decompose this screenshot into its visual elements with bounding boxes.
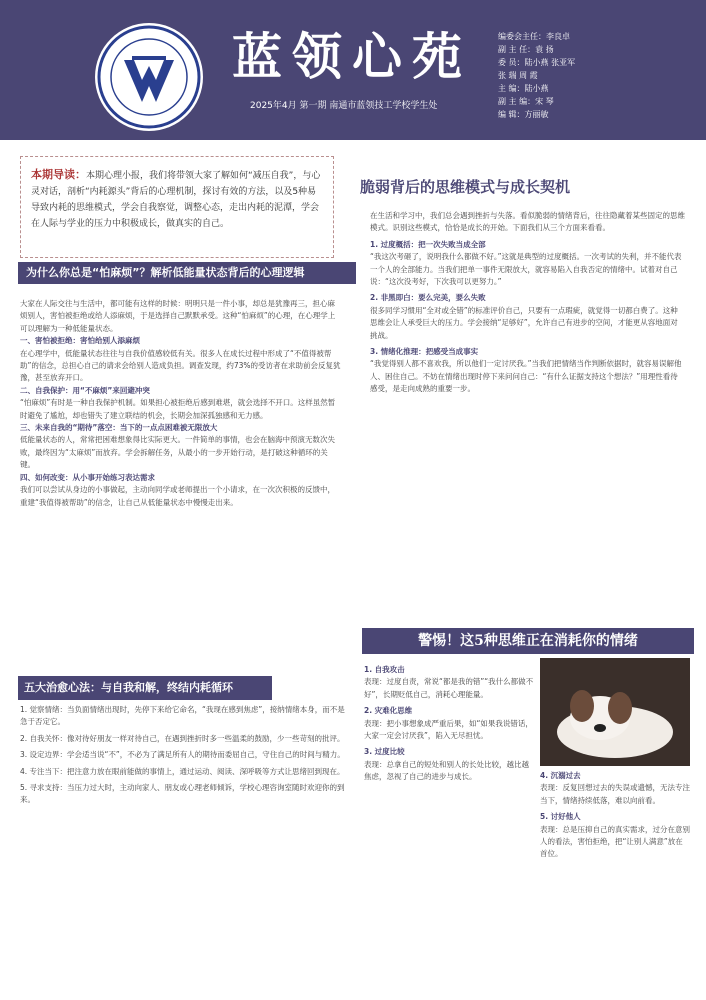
subheading: 1. 过度概括：把一次失败当成全部 bbox=[370, 239, 486, 249]
subheading: 四、如何改变：从小事开始练习表达需求 bbox=[20, 472, 155, 482]
staff-row: 编 辑：方丽敏 bbox=[498, 110, 549, 119]
list-item-text: 表现：把小事想象成严重后果，如“如果我说错话，大家一定会讨厌我”，陷入无尽担忧。 bbox=[364, 718, 533, 741]
issue-info: 2025年4月 第一期 南通市蓝领技工学校学生处 bbox=[250, 101, 438, 111]
paragraph: “我这次考砸了，说明我什么都做不好。”这就是典型的过度概括。一次考试的失利，并不能代表一个人的全部能力。当我们把单一事件无限放大，就容易陷入自我否定的情绪中。试着对自己说：“这次没考好，下次我可以更努力。” bbox=[370, 252, 682, 287]
paragraph: 低能量状态的人，常常把困难想象得比实际更大。一件简单的事情，也会在脑海中预演无数次失败，最终因为“太麻烦”而放弃。学会拆解任务，从最小的一步开始行动，是打破这种循环的关键。 bbox=[20, 435, 335, 470]
list-item-text: 表现：反复回想过去的失误或遗憾，无法专注当下，情绪持续低落，难以向前看。 bbox=[540, 783, 690, 805]
subheading: 2. 非黑即白：要么完美，要么失败 bbox=[370, 293, 486, 303]
list-item: 3. 设定边界：学会适当说“不”，不必为了满足所有人的期待而委屈自己，守住自己的时间与精力。 bbox=[20, 750, 345, 760]
intro-paragraph bbox=[31, 167, 323, 232]
list-item-text: 表现：总是压抑自己的真实需求，过分在意别人的看法，害怕拒绝，把“让别人满意”放在首位。 bbox=[540, 824, 690, 859]
section1-title: 为什么你总是“怕麻烦”？解析低能量状态背后的心理逻辑 bbox=[18, 262, 356, 284]
list-item: 5. 寻求支持：当压力过大时，主动向家人、朋友或心理老师倾诉，学校心理咨询室随时欢迎你的到来。 bbox=[20, 783, 345, 805]
school-logo bbox=[84, 20, 214, 134]
list-item: 4. 专注当下：把注意力放在眼前能做的事情上，通过运动、阅读、深呼吸等方式让思绪回到现在。 bbox=[20, 766, 345, 776]
section1-body bbox=[20, 298, 342, 509]
list-item-heading: 2. 灾难化思维 bbox=[364, 706, 413, 716]
list-item-heading: 1. 自我攻击 bbox=[364, 665, 405, 674]
paragraph: 在生活和学习中，我们总会遇到挫折与失落。看似脆弱的情绪背后，往往隐藏着某些固定的思维模式。识别这些模式，恰恰是成长的开始。下面我们从三个方面来看看。 bbox=[370, 211, 685, 233]
staff-row: 编委会主任：李良卓 bbox=[498, 32, 570, 41]
section2-title: 脆弱背后的思维模式与成长契机 bbox=[360, 178, 571, 196]
section2-body bbox=[370, 210, 685, 396]
staff-list bbox=[498, 30, 575, 121]
section3-title: 警惕！这5种思维正在消耗你的情绪 bbox=[362, 628, 694, 654]
staff-row: 委 员：陆小燕 张亚军 bbox=[498, 58, 576, 67]
section3-list-left bbox=[364, 664, 534, 784]
staff-row: 主 编：陆小燕 bbox=[498, 84, 549, 93]
list-item-text: 表现：总拿自己的短处和别人的长处比较，越比越焦虑，忽视了自己的进步与成长。 bbox=[364, 759, 529, 782]
intro-text: 本期心理小报，我们将带领大家了解如何“减压自我”，与心灵对话，剖析“内耗源头”背后的心理机制，探讨有效的方法，以及5种易导致内耗的思维模式，学会自我察觉，调整心态，走出内耗的泥潭，学会在人际与学业的压力中积极成长，做真实的自己。 bbox=[31, 171, 321, 229]
staff-row: 副 主 任：袁 扬 bbox=[498, 45, 554, 54]
paragraph: “怕麻烦”有时是一种自我保护机制。如果担心被拒绝后感到难堪，就会选择不开口。这样虽然暂时避免了尴尬，却也错失了建立联结的机会，长期会加深孤独感和无力感。 bbox=[20, 398, 336, 420]
paragraph: 大家在人际交往与生活中，都可能有这样的时候：明明只是一件小事，却总是犹豫再三，担心麻烦别人，害怕被拒绝或给人添麻烦，于是选择自己默默承受。这种“怕麻烦”的心理，在心理学上可以理解为一种低能量状态。 bbox=[20, 299, 336, 333]
section4-body bbox=[20, 704, 350, 807]
list-item-text: 表现：过度自责，常说“都是我的错”“我什么都做不好”，长期贬低自己，消耗心理能量。 bbox=[364, 677, 534, 699]
section4-title: 五大治愈心法：与自我和解，终结内耗循环 bbox=[18, 676, 272, 700]
list-item: 1. 觉察情绪：当负面情绪出现时，先停下来给它命名，“我现在感到焦虑”，接纳情绪本身，而不是急于否定它。 bbox=[20, 705, 345, 727]
list-item-heading: 5. 讨好他人 bbox=[540, 812, 581, 822]
list-item-heading: 3. 过度比较 bbox=[364, 747, 405, 757]
paragraph: 我们可以尝试从身边的小事做起，主动向同学或老师提出一个小请求，在一次次积极的反馈中，重建“我值得被帮助”的信念，让自己从低能量状态中慢慢走出来。 bbox=[20, 485, 335, 507]
section3-list-right bbox=[540, 770, 690, 861]
masthead-title: 蓝领心苑 bbox=[232, 27, 472, 86]
sleeping-puppy-image bbox=[540, 658, 690, 766]
paragraph: 在心理学中，低能量状态往往与自我价值感较低有关。很多人在成长过程中形成了“不值得被帮助”的信念，总担心自己的请求会给别人造成负担。调查发现，约73%的受访者在求助前会反复犹豫，甚至放弃开口。 bbox=[20, 348, 341, 383]
subheading: 二、自我保护：用“不麻烦”来回避冲突 bbox=[20, 385, 150, 395]
subheading: 3. 情绪化推理：把感受当成事实 bbox=[370, 347, 479, 357]
list-item-heading: 4. 沉溺过去 bbox=[540, 771, 581, 780]
staff-row: 张 瑞 周 霞 bbox=[498, 71, 538, 80]
subheading: 三、未来自我的“期待”落空：当下的一点点困难被无限放大 bbox=[20, 423, 218, 433]
subheading: 一、害怕被拒绝：害怕给别人添麻烦 bbox=[20, 336, 140, 346]
list-item: 2. 自我关怀：像对待好朋友一样对待自己，在遇到挫折时多一些温柔的鼓励，少一些苛刻的批评。 bbox=[20, 733, 345, 743]
intro-lead: 本期导读： bbox=[31, 168, 86, 181]
intro-box bbox=[20, 156, 334, 258]
staff-row: 副 主 编：宋 琴 bbox=[498, 97, 554, 106]
paragraph: 很多同学习惯用“全对或全错”的标准评价自己，只要有一点瑕疵，就觉得一切都白费了。这种思维会让人承受巨大的压力。学会接纳“足够好”，允许自己有进步的空间，才能更从容地面对挑战。 bbox=[370, 305, 678, 340]
paragraph: “我觉得别人都不喜欢我，所以他们一定讨厌我。”当我们把情绪当作判断依据时，就容易误解他人、困住自己。不妨在情绪出现时停下来问问自己：“有什么证据支持这个想法？”用理性看待感受，是走向成熟的重要一步。 bbox=[370, 359, 682, 394]
